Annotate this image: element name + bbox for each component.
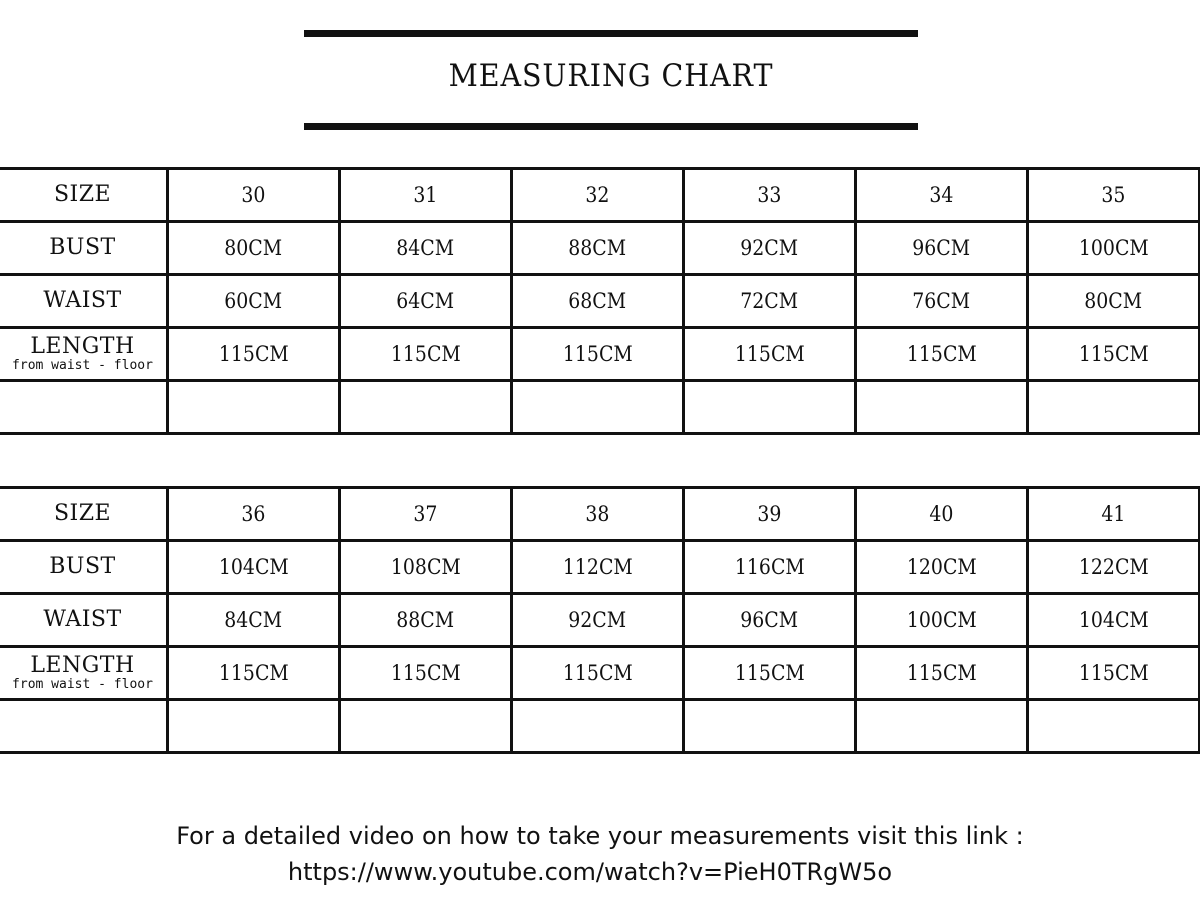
row-sublabel: from waist - floor — [12, 358, 153, 373]
table-cell: 115CM — [684, 328, 856, 381]
table-cell: 35 — [1028, 169, 1200, 222]
table-cell — [512, 381, 684, 434]
title-rule-bottom — [304, 123, 918, 130]
table-cell: 108CM — [340, 541, 512, 594]
table-cell: 88CM — [340, 594, 512, 647]
table-row-size — [0, 169, 1200, 222]
table-cell — [1028, 381, 1200, 434]
table-cell: 116CM — [684, 541, 856, 594]
row-label — [0, 700, 168, 753]
table-cell: 33 — [684, 169, 856, 222]
row-label: SIZE — [0, 488, 168, 541]
table-cell: 100CM — [856, 594, 1028, 647]
table-cell: 37 — [340, 488, 512, 541]
row-sublabel: from waist - floor — [12, 677, 153, 692]
table-cell — [684, 700, 856, 753]
table-row-empty — [0, 700, 1200, 753]
table-cell: 41 — [1028, 488, 1200, 541]
table-cell: 115CM — [340, 328, 512, 381]
row-label: WAIST — [0, 275, 168, 328]
table-cell: 115CM — [168, 647, 340, 700]
table-cell: 96CM — [856, 222, 1028, 275]
table-cell: 64CM — [340, 275, 512, 328]
title-rule-top — [304, 30, 918, 37]
row-label — [0, 381, 168, 434]
table-cell: 31 — [340, 169, 512, 222]
table-cell: 100CM — [1028, 222, 1200, 275]
table-row-length — [0, 328, 1200, 381]
table-cell: 115CM — [1028, 647, 1200, 700]
table-cell — [512, 700, 684, 753]
table-cell: 32 — [512, 169, 684, 222]
table-row-bust — [0, 541, 1200, 594]
table-cell: 104CM — [168, 541, 340, 594]
row-label: LENGTH from waist - floor — [0, 647, 168, 700]
table-cell: 38 — [512, 488, 684, 541]
table-cell: 115CM — [856, 328, 1028, 381]
table-cell: 92CM — [684, 222, 856, 275]
table-cell — [168, 700, 340, 753]
row-label: SIZE — [0, 169, 168, 222]
table-cell: 115CM — [856, 647, 1028, 700]
footer-note — [0, 818, 1200, 890]
table-row-length — [0, 647, 1200, 700]
table-cell: 60CM — [168, 275, 340, 328]
row-label: BUST — [0, 541, 168, 594]
size-table-2 — [0, 486, 1200, 754]
table-cell: 115CM — [340, 647, 512, 700]
row-label: WAIST — [0, 594, 168, 647]
size-table-1 — [0, 167, 1200, 435]
row-label: LENGTH from waist - floor — [0, 328, 168, 381]
table-cell — [856, 700, 1028, 753]
table-cell — [168, 381, 340, 434]
table-cell: 96CM — [684, 594, 856, 647]
table-cell: 115CM — [1028, 328, 1200, 381]
table-cell — [340, 381, 512, 434]
table-cell: 112CM — [512, 541, 684, 594]
row-label: BUST — [0, 222, 168, 275]
table-cell — [856, 381, 1028, 434]
video-link[interactable]: https://www.youtube.com/watch?v=PieH0TRgW5o — [287, 858, 893, 886]
table-cell: 115CM — [684, 647, 856, 700]
table-cell: 120CM — [856, 541, 1028, 594]
table-cell: 76CM — [856, 275, 1028, 328]
table-cell: 115CM — [168, 328, 340, 381]
table-cell: 88CM — [512, 222, 684, 275]
table-row-waist — [0, 594, 1200, 647]
table-cell: 30 — [168, 169, 340, 222]
table-cell: 72CM — [684, 275, 856, 328]
footer-instructions: For a detailed video on how to take your measurements visit this link : — [176, 822, 1024, 850]
table-row-size — [0, 488, 1200, 541]
page-title: MEASURING CHART — [448, 58, 774, 94]
table-cell: 80CM — [168, 222, 340, 275]
table-cell: 36 — [168, 488, 340, 541]
table-cell — [684, 381, 856, 434]
table-cell: 84CM — [340, 222, 512, 275]
table-cell: 115CM — [512, 328, 684, 381]
table-cell: 68CM — [512, 275, 684, 328]
table-row-bust — [0, 222, 1200, 275]
table-cell: 40 — [856, 488, 1028, 541]
table-cell — [340, 700, 512, 753]
table-row-empty — [0, 381, 1200, 434]
table-cell: 92CM — [512, 594, 684, 647]
table-cell: 39 — [684, 488, 856, 541]
table-cell: 34 — [856, 169, 1028, 222]
table-cell — [1028, 700, 1200, 753]
table-cell: 104CM — [1028, 594, 1200, 647]
table-cell: 84CM — [168, 594, 340, 647]
table-cell: 80CM — [1028, 275, 1200, 328]
table-cell: 122CM — [1028, 541, 1200, 594]
table-row-waist — [0, 275, 1200, 328]
table-cell: 115CM — [512, 647, 684, 700]
